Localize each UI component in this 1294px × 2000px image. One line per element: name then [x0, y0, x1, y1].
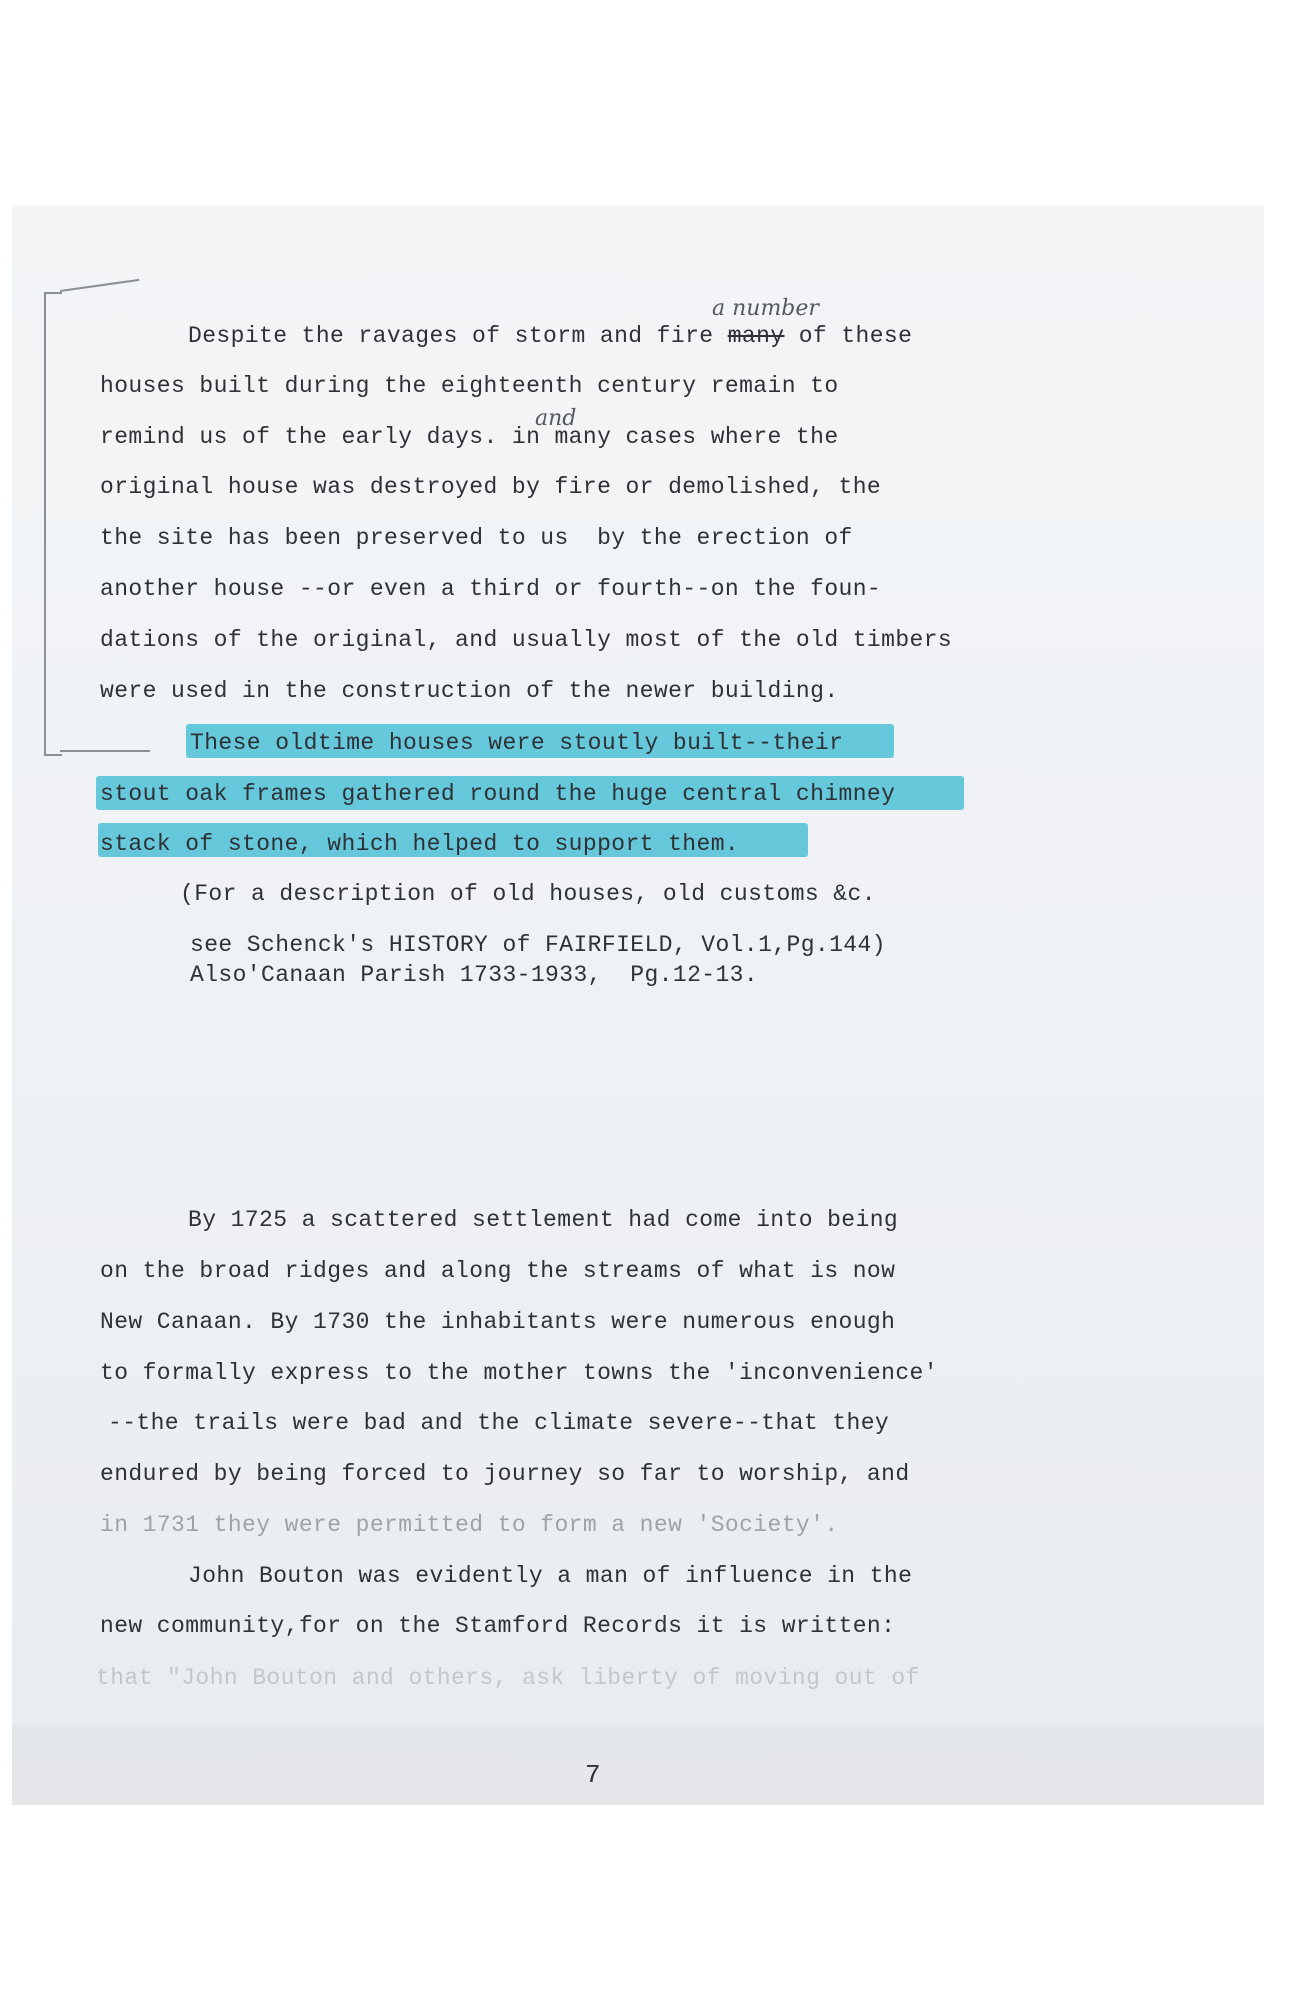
para2-line2: stout oak frames gathered round the huge central chimney — [100, 781, 896, 807]
handwritten-and: and — [535, 406, 577, 431]
para3-line4: to formally express to the mother towns the 'inconvenience' — [100, 1360, 938, 1386]
ref-line1: (For a description of old houses, old customs &c. — [180, 881, 876, 907]
para1-line7: dations of the original, and usually most of the old timbers — [100, 627, 953, 653]
para3-line3: New Canaan. By 1730 the inhabitants were numerous enough — [100, 1309, 896, 1335]
ref-line3: Also'Canaan Parish 1733-1933, Pg.12-13. — [190, 962, 759, 988]
page-shadow — [12, 1725, 1264, 1805]
para4-line1: John Bouton was evidently a man of influence in the — [188, 1563, 913, 1589]
page-number: 7 — [585, 1760, 601, 1790]
para1-line6: another house --or even a third or fourth--on the foun- — [100, 576, 882, 602]
para1-line2: houses built during the eighteenth century remain to — [100, 373, 839, 399]
para1-line8: were used in the construction of the newer building. — [100, 678, 839, 704]
para4-line3: that "John Bouton and others, ask liberty of moving out of — [96, 1665, 920, 1691]
para1-line4: original house was destroyed by fire or demolished, the — [100, 474, 882, 500]
para1-line3: remind us of the early days. in many cases where the — [100, 424, 839, 450]
para3-line7: in 1731 they were permitted to form a new 'Society'. — [100, 1512, 839, 1538]
ref-line2: see Schenck's HISTORY of FAIRFIELD, Vol.1,Pg.144) — [190, 932, 886, 958]
para1-line1: Despite the ravages of storm and fire many of these — [188, 323, 913, 349]
bracket-bottom-stroke — [60, 750, 150, 752]
para4-line2: new community,for on the Stamford Records it is written: — [100, 1613, 896, 1639]
margin-bracket — [44, 292, 62, 756]
para3-line2: on the broad ridges and along the streams of what is now — [100, 1258, 896, 1284]
para3-line6: endured by being forced to journey so far to worship, and — [100, 1461, 910, 1487]
para2-line3: stack of stone, which helped to support them. — [100, 831, 740, 857]
para1-line5: the site has been preserved to us by the erection of — [100, 525, 853, 551]
para2-line1: These oldtime houses were stoutly built--their — [190, 730, 844, 756]
para3-line5: --the trails were bad and the climate severe--that they — [108, 1410, 890, 1436]
para3-line1: By 1725 a scattered settlement had come into being — [188, 1207, 899, 1233]
handwritten-insert: a number — [712, 296, 819, 321]
